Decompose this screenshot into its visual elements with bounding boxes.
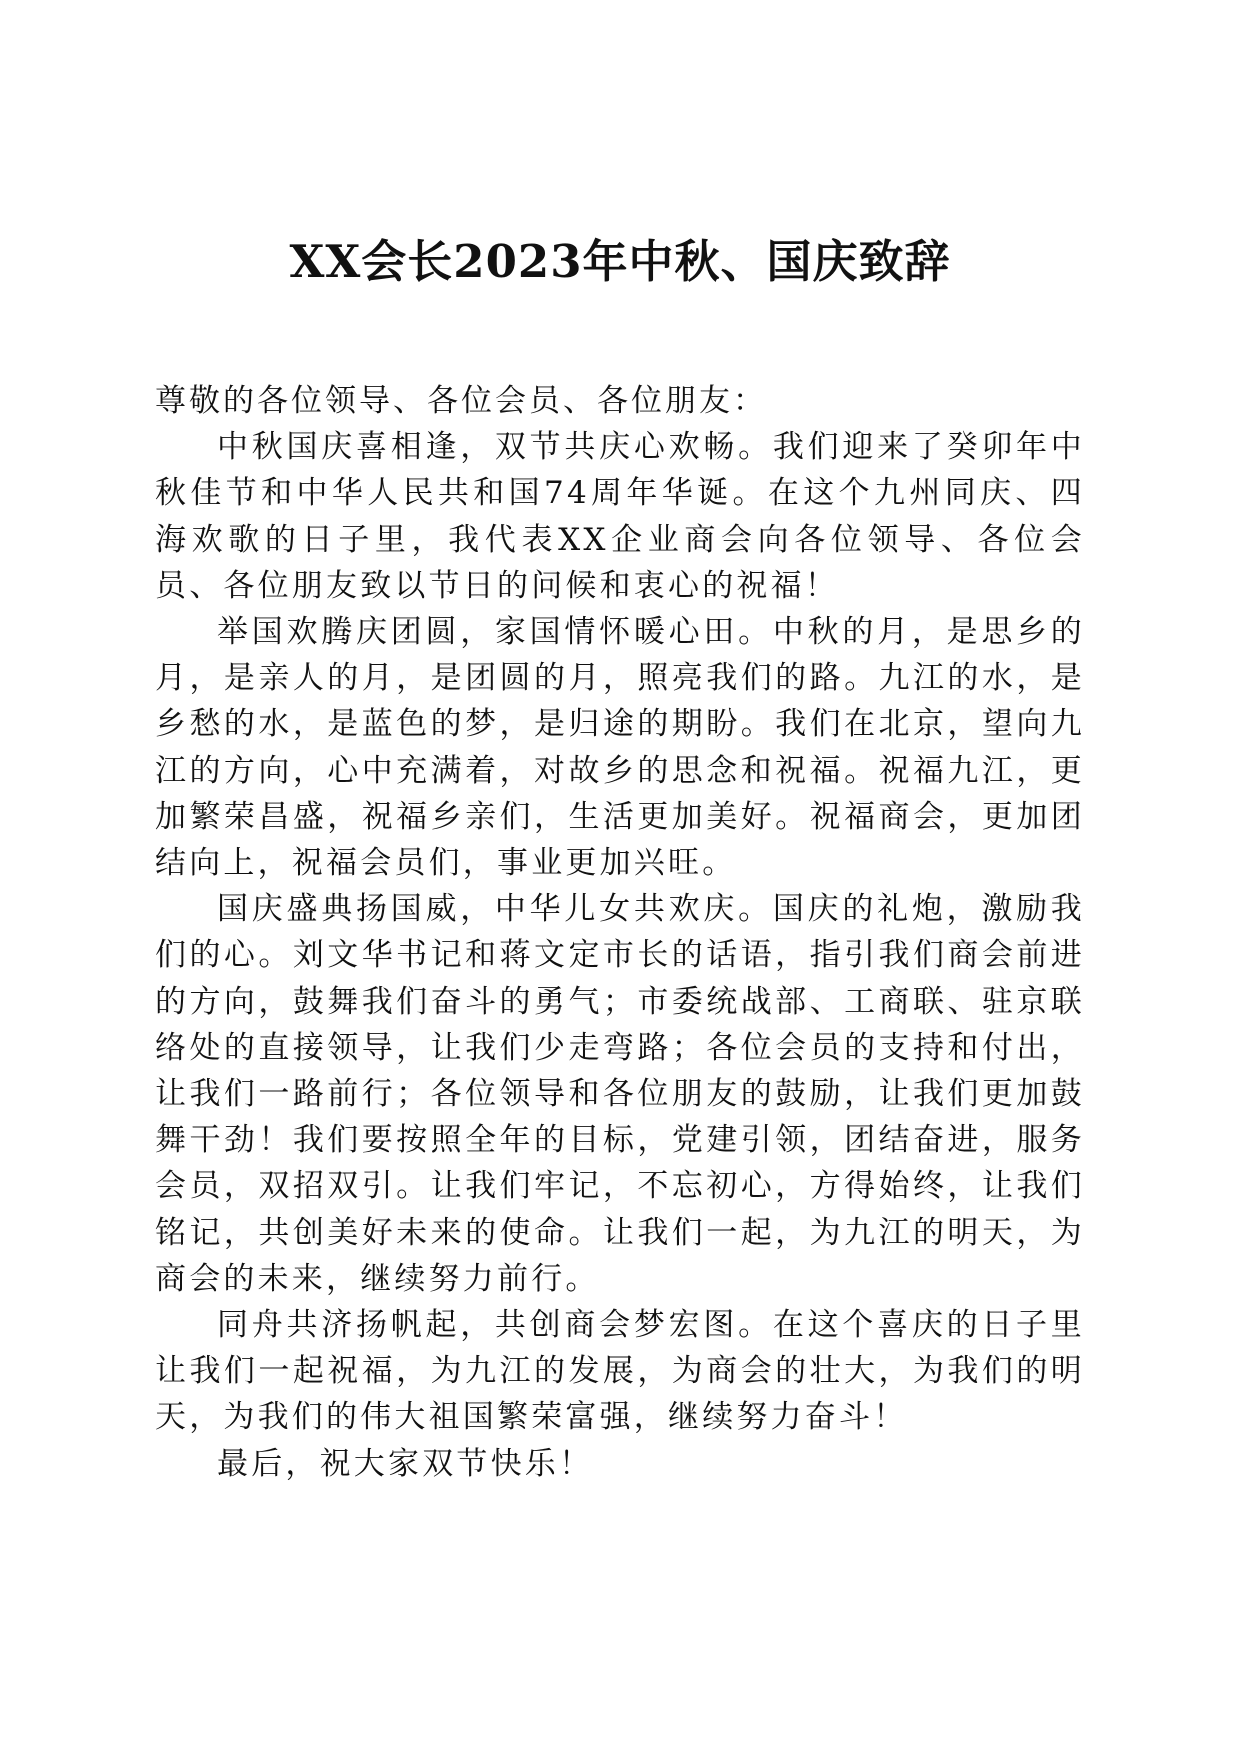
paragraph: 中秋国庆喜相逢，双节共庆心欢畅。我们迎来了癸卯年中秋佳节和中华人民共和国74周年华诞。在这个九州同庆、四海欢歌的日子里，我代表XX企业商会向各位领导、各位会员、各位朋友致以节日的问候和衷心的祝福！: [155, 429, 1085, 604]
document-title: XX会长2023年中秋、国庆致辞: [289, 235, 951, 288]
paragraph: 同舟共济扬帆起，共创商会梦宏图。在这个喜庆的日子里让我们一起祝福，为九江的发展，为商会的壮大，为我们的明天，为我们的伟大祖国繁荣富强，继续努力奋斗！: [155, 1307, 1085, 1436]
paragraph: 国庆盛典扬国威，中华儿女共欢庆。国庆的礼炮，激励我们的心。刘文华书记和蒋文定市长的话语，指引我们商会前进的方向，鼓舞我们奋斗的勇气；市委统战部、工商联、驻京联络处的直接领导，让我们少走弯路；各位会员的支持和付出，让我们一路前行；各位领导和各位朋友的鼓励，让我们更加鼓舞干劲！我们要按照全年的目标，党建引领，团结奋进，服务会员，双招双引。让我们牢记，不忘初心，方得始终，让我们铭记，共创美好未来的使命。让我们一起，为九江的明天，为商会的未来，继续努力前行。: [155, 891, 1085, 1297]
salutation: 尊敬的各位领导、各位会员、各位朋友：: [155, 383, 767, 419]
paragraph: 举国欢腾庆团圆，家国情怀暖心田。中秋的月，是思乡的月，是亲人的月，是团圆的月，照亮我们的路。九江的水，是乡愁的水，是蓝色的梦，是归途的期盼。我们在北京，望向九江的方向，心中充满着，对故乡的思念和祝福。祝福九江，更加繁荣昌盛，祝福乡亲们，生活更加美好。祝福商会，更加团结向上，祝福会员们，事业更加兴旺。: [155, 614, 1085, 882]
closing-paragraph: 最后，祝大家双节快乐！: [217, 1445, 594, 1482]
document-body: [155, 378, 1085, 1487]
